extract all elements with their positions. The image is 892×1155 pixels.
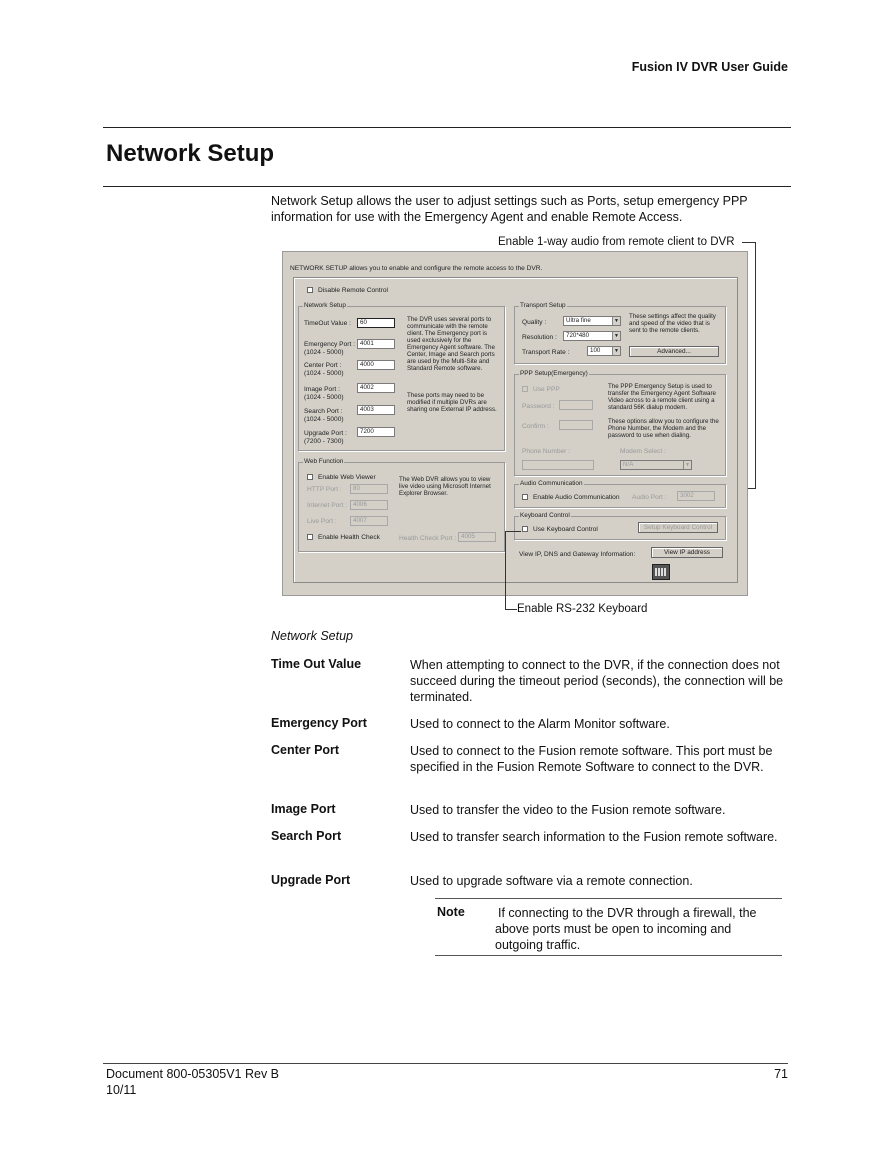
center-port-input[interactable]: 4000 xyxy=(357,360,395,370)
ppp-password-label: Password : xyxy=(522,403,555,410)
keyboard-control-title: Keyboard Control xyxy=(520,512,570,519)
note-rule-bottom xyxy=(435,955,782,956)
chevron-down-icon: ▼ xyxy=(683,461,691,469)
transport-setup-title: Transport Setup xyxy=(520,302,566,309)
http-port-input[interactable]: 80 xyxy=(350,484,388,494)
enable-health-check-checkbox[interactable] xyxy=(307,534,313,540)
audio-communication-title: Audio Communication xyxy=(520,480,583,487)
definition-image-port: Used to transfer the video to the Fusion remote software. xyxy=(410,803,726,817)
network-setup-description: The DVR uses several ports to communicate with the remote client. The Emergency port is used exclusively for the Emergency Agent software. The Center, Image and Search ports are used by the Multi-Site and Standard Remote software. xyxy=(407,316,495,372)
term-center-port: Center Port xyxy=(271,743,340,757)
definition-timeout: When attempting to connect to the DVR, if the connection does not succeed during the timeout period (seconds), the connection will be terminated. xyxy=(410,658,784,704)
enable-audio-label: Enable Audio Communication xyxy=(533,494,620,501)
use-keyboard-label: Use Keyboard Control xyxy=(533,526,598,533)
ppp-description: The PPP Emergency Setup is used to transfer the Emergency Agent Software Video across to a remote client using a standard 56K dialup modem. xyxy=(608,383,716,411)
search-port-range: (1024 - 5000) xyxy=(304,416,344,423)
callout-keyboard-line-top xyxy=(505,531,521,532)
footer-document: Document 800-05305V1 Rev B xyxy=(106,1067,280,1081)
chevron-down-icon: ▼ xyxy=(612,317,620,325)
advanced-button[interactable]: Advanced... xyxy=(629,346,719,357)
intro-paragraph: Network Setup allows the user to adjust settings such as Ports, setup emergency PPP information for use with the Emergency Agent and enable Remote Access. xyxy=(271,194,748,224)
image-port-input[interactable]: 4002 xyxy=(357,383,395,393)
chevron-down-icon: ▼ xyxy=(612,332,620,340)
health-check-port-label: Health Check Port : xyxy=(399,535,457,542)
enable-web-viewer-label: Enable Web Viewer xyxy=(318,474,376,481)
definition-search-port: Used to transfer search information to the Fusion remote software. xyxy=(410,830,778,844)
heading-rule xyxy=(103,186,791,187)
term-emergency-port: Emergency Port xyxy=(271,716,367,730)
center-port-range: (1024 - 5000) xyxy=(304,370,344,377)
term-image-port: Image Port xyxy=(271,802,336,816)
transport-rate-select[interactable] xyxy=(587,346,621,356)
web-function-description: The Web DVR allows you to view live video using Microsoft Internet Explorer Browser. xyxy=(399,476,491,497)
ppp-password-input[interactable] xyxy=(559,400,593,410)
quality-select[interactable] xyxy=(563,316,621,326)
definition-emergency-port: Used to connect to the Alarm Monitor software. xyxy=(410,717,670,731)
callout-audio-line-top xyxy=(742,242,756,243)
audio-port-label: Audio Port : xyxy=(632,494,667,501)
screenshot-intro: NETWORK SETUP allows you to enable and configure the remote access to the DVR. xyxy=(290,265,543,272)
definition-upgrade-port: Used to upgrade software via a remote connection. xyxy=(410,874,693,888)
live-port-input[interactable]: 4007 xyxy=(350,516,388,526)
note-label: Note xyxy=(437,905,465,919)
http-port-label: HTTP Port : xyxy=(307,486,342,493)
term-upgrade-port: Upgrade Port xyxy=(271,873,351,887)
page-heading: Network Setup xyxy=(106,140,275,167)
internet-port-input[interactable]: 4006 xyxy=(350,500,388,510)
enable-health-check-label: Enable Health Check xyxy=(318,534,380,541)
figure-caption: Network Setup xyxy=(271,629,353,643)
resolution-label: Resolution : xyxy=(522,334,557,341)
network-setup-note: These ports may need to be modified if multiple DVRs are sharing one External IP address. xyxy=(407,392,497,413)
use-keyboard-checkbox[interactable] xyxy=(522,526,528,532)
keyboard-icon[interactable] xyxy=(652,564,670,580)
definition-center-port: Used to connect to the Fusion remote software. This port must be specified in the Fusion Remote Software to connect to the DVR. xyxy=(410,744,773,774)
phone-number-label: Phone Number : xyxy=(522,448,571,455)
timeout-label: TimeOut Value : xyxy=(304,320,351,327)
callout-audio: Enable 1-way audio from remote client to DVR xyxy=(498,236,735,248)
network-setup-title: Network Setup xyxy=(304,302,346,309)
use-ppp-label: Use PPP xyxy=(533,386,560,393)
transport-description: These settings affect the quality and speed of the video that is sent to the remote clients. xyxy=(629,313,716,334)
term-search-port: Search Port xyxy=(271,829,342,843)
search-port-input[interactable]: 4003 xyxy=(357,405,395,415)
image-port-range: (1024 - 5000) xyxy=(304,394,344,401)
quality-label: Quality : xyxy=(522,319,547,326)
phone-number-input[interactable] xyxy=(522,460,594,470)
disable-remote-label: Disable Remote Control xyxy=(318,287,388,294)
ppp-confirm-input[interactable] xyxy=(559,420,593,430)
enable-web-viewer-checkbox[interactable] xyxy=(307,474,313,480)
callout-keyboard: Enable RS-232 Keyboard xyxy=(517,603,648,615)
term-timeout: Time Out Value xyxy=(271,657,362,671)
web-function-title: Web Function xyxy=(304,458,344,465)
audio-port-input[interactable]: 3002 xyxy=(677,491,715,501)
upgrade-port-label: Upgrade Port : xyxy=(304,430,347,437)
ppp-confirm-label: Confirm : xyxy=(522,423,549,430)
resolution-value: 720*480 xyxy=(566,332,590,339)
header-rule xyxy=(103,127,791,128)
view-ip-label: View IP, DNS and Gateway Information: xyxy=(519,551,636,558)
ppp-setup-title: PPP Setup(Emergency) xyxy=(520,370,588,377)
network-setup-screenshot xyxy=(282,251,748,596)
transport-rate-label: Transport Rate : xyxy=(522,349,570,356)
footer-rule xyxy=(103,1063,788,1064)
transport-rate-value: 100 xyxy=(590,347,601,354)
search-port-label: Search Port : xyxy=(304,408,343,415)
enable-audio-checkbox[interactable] xyxy=(522,494,528,500)
note-rule-top xyxy=(435,898,782,899)
live-port-label: Live Port : xyxy=(307,518,337,525)
callout-keyboard-line-vertical xyxy=(505,531,506,610)
quality-value: Ultra fine xyxy=(566,317,591,324)
note-text: If connecting to the DVR through a firewall, the above ports must be open to incoming and outgoing traffic. xyxy=(495,906,757,952)
center-port-label: Center Port : xyxy=(304,362,342,369)
disable-remote-checkbox[interactable] xyxy=(307,287,313,293)
callout-keyboard-line-bottom xyxy=(505,609,517,610)
upgrade-port-range: (7200 - 7300) xyxy=(304,438,344,445)
modem-value: N/A xyxy=(623,461,634,468)
modem-select[interactable] xyxy=(620,460,692,470)
emergency-port-input[interactable]: 4001 xyxy=(357,339,395,349)
resolution-select[interactable] xyxy=(563,331,621,341)
callout-audio-line-vertical xyxy=(755,242,756,489)
page-number: 71 xyxy=(774,1067,788,1081)
health-check-port-input[interactable]: 4005 xyxy=(458,532,496,542)
use-ppp-checkbox[interactable] xyxy=(522,386,528,392)
chevron-down-icon: ▼ xyxy=(612,347,620,355)
upgrade-port-input[interactable]: 7200 xyxy=(357,427,395,437)
internet-port-label: Internet Port : xyxy=(307,502,347,509)
emergency-port-range: (1024 - 5000) xyxy=(304,349,344,356)
image-port-label: Image Port : xyxy=(304,386,340,393)
emergency-port-label: Emergency Port : xyxy=(304,341,355,348)
ppp-options-description: These options allow you to configure the Phone Number, the Modem and the password to use when dialing. xyxy=(608,418,719,439)
modem-select-label: Modem Select : xyxy=(620,448,666,455)
setup-keyboard-button[interactable]: Setup Keyboard Control xyxy=(638,522,718,533)
guide-title: Fusion IV DVR User Guide xyxy=(631,60,788,74)
footer-date: 10/11 xyxy=(106,1083,137,1097)
timeout-input[interactable]: 60 xyxy=(357,318,395,328)
view-ip-button[interactable]: View IP address xyxy=(651,547,723,558)
